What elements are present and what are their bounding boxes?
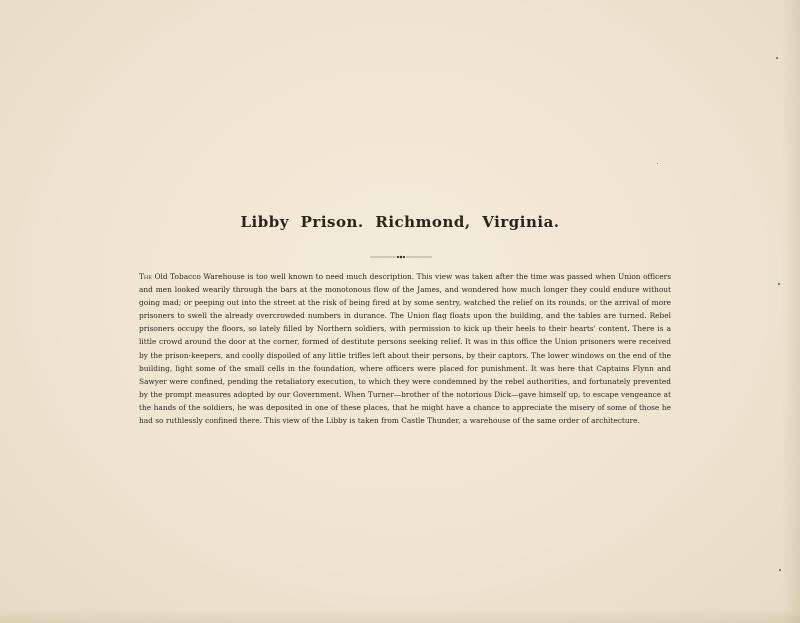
paper-speck [779,569,781,571]
page-edge-shadow [782,0,800,623]
paper-speck [778,283,780,285]
page-title [0,213,800,232]
title-word: Prison. [300,213,364,231]
paragraph-text: Old Tobacco Warehouse is too well known to need much description. This view was taken after the time was passed when Union officers and men looked wearily through the bars at the monotonous flow of the James, and wondered how much longer they could endure without going mad; or peeping out into the street at the risk of being fired at by some sentry, watched the relief on its rounds, or the arrival of more prisoners to swell the already overcrowded numbers in durance. The Union flag floats upon the building, and the tables are turned. Rebel prisoners occupy the floors, so lately filled by Northern soldiers, with permission to kick up their heels to their hearts' content. There is a little crowd around the door at the corner, formed of destitute persons seeking relief. It was in this office the Union prisoners were received by the prison-keepers, and coolly dispoiled of any little trifles left about their persons, by their captors. The lower windows on the end of the building, light some of the small cells in the foundation, where officers were placed for punishment. It was here that Captains Flynn and Sawyer were confined, pending the retaliatory execution, to which they were condemned by the rebel authorities, and fortunately prevented by the prompt measures adopted by our Government. When Turner—brother of the notorious Dick—gave himself up, to escape vengeance at the hands of the soldiers, he was deposited in one of these places, that he might have a chance to appreciate the misery of some of those he had so ruthlessly confined there. This view of the Libby is taken from Castle Thunder, a warehouse of the same order of architecture. [139,272,671,426]
title-word: Richmond, [375,213,471,231]
body-paragraph [139,270,671,427]
title-word: Virginia. [482,213,560,231]
page-bottom-shadow [0,609,800,623]
paper-speck [776,57,778,59]
paper-speck [657,163,658,164]
title-divider-ornament [0,253,800,261]
paragraph-lead-word: The [139,272,152,281]
title-word: Libby [240,213,289,231]
